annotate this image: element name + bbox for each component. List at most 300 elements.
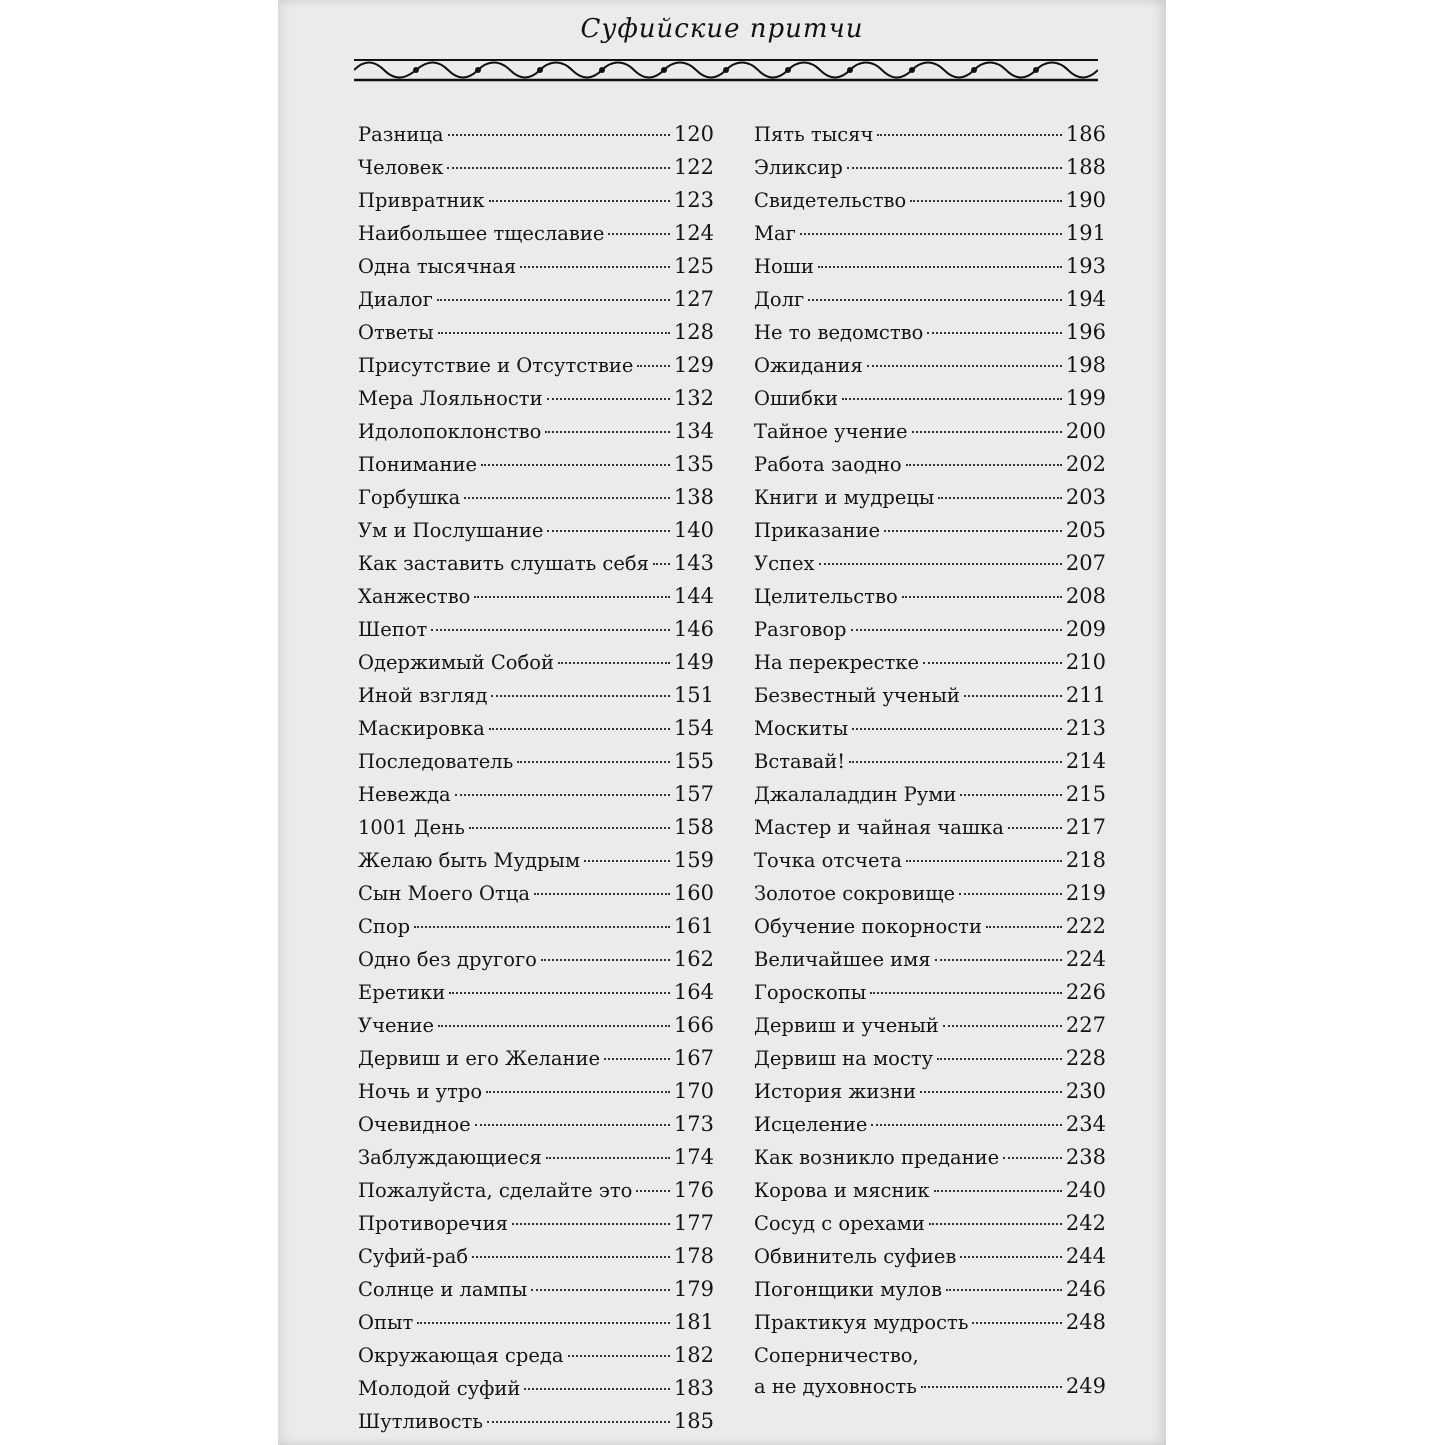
dot-leader <box>455 793 670 796</box>
toc-entry-title: Гороскопы <box>754 981 867 1004</box>
dot-leader <box>906 859 1062 862</box>
toc-entry-page-number: 167 <box>673 1046 714 1070</box>
dot-leader <box>800 232 1062 235</box>
toc-entry-page-number: 209 <box>1065 617 1106 641</box>
toc-entry-page-number: 207 <box>1065 551 1106 575</box>
toc-entry <box>754 712 1106 745</box>
toc-entry-multiline-first-line <box>754 1339 1106 1370</box>
toc-entry <box>358 580 714 613</box>
toc-entry <box>754 118 1106 151</box>
toc-entry <box>358 1042 714 1075</box>
toc-entry <box>358 1306 714 1339</box>
toc-entry-title: Маскировка <box>358 717 485 740</box>
toc-entry <box>358 943 714 976</box>
dot-leader <box>449 991 670 994</box>
toc-entry-page-number: 143 <box>673 551 714 575</box>
toc-entry <box>754 481 1106 514</box>
dot-leader <box>877 133 1062 136</box>
toc-entry-page-number: 128 <box>673 320 714 344</box>
toc-entry-page-number: 193 <box>1065 254 1106 278</box>
toc-entry <box>358 679 714 712</box>
toc-entry-title: Безвестный ученый <box>754 684 960 707</box>
toc-entry <box>358 712 714 745</box>
toc-entry <box>358 382 714 415</box>
toc-entry-title: Окружающая среда <box>358 1344 564 1367</box>
toc-entry-page-number: 222 <box>1065 914 1106 938</box>
toc-entry-title: Дервиш и ученый <box>754 1014 939 1037</box>
toc-entry-title: Погонщики мулов <box>754 1278 942 1301</box>
toc-entry-title: Очевидное <box>358 1113 471 1136</box>
dot-leader <box>1003 1156 1062 1159</box>
dot-leader <box>524 1387 669 1390</box>
toc-entry-page-number: 238 <box>1065 1145 1106 1169</box>
toc-entry <box>358 316 714 349</box>
dot-leader <box>847 166 1062 169</box>
toc-entry <box>358 877 714 910</box>
dot-leader <box>447 166 669 169</box>
dot-leader <box>486 1090 670 1093</box>
dot-leader <box>491 694 669 697</box>
toc-entry-title: Одержимый Собой <box>358 651 554 674</box>
toc-entry <box>358 349 714 382</box>
toc-entry-title: Суфий-раб <box>358 1245 469 1268</box>
toc-entry <box>754 646 1106 679</box>
toc-entry-title: На перекрестке <box>754 651 920 674</box>
toc-entry-title: Заблуждающиеся <box>358 1146 542 1169</box>
dot-leader <box>414 925 670 928</box>
toc-entry-page-number: 124 <box>673 221 714 245</box>
toc-entry-title: Дервиш на мосту <box>754 1047 934 1070</box>
dot-leader <box>902 595 1062 598</box>
toc-entry-title: Как заставить слушать себя <box>358 552 649 575</box>
dot-leader <box>489 727 670 730</box>
toc-entry-page-number: 160 <box>673 881 714 905</box>
dot-leader <box>959 892 1062 895</box>
toc-entry-page-number: 198 <box>1065 353 1106 377</box>
toc-entry <box>754 151 1106 184</box>
toc-entry <box>754 745 1106 778</box>
toc-entry-title: Свидетельство <box>754 189 907 212</box>
dot-leader <box>531 1288 670 1291</box>
toc-entry-page-number: 174 <box>673 1145 714 1169</box>
toc-entry-title: Спор <box>358 915 411 938</box>
toc-entry-title: Ханжество <box>358 585 471 608</box>
toc-entry <box>358 1108 714 1141</box>
toc-entry-title: Присутствие и Отсутствие <box>358 354 634 377</box>
toc-entry <box>754 316 1106 349</box>
dot-leader <box>946 1288 1062 1291</box>
toc-entry-title: Сосуд с орехами <box>754 1212 925 1235</box>
toc-entry <box>754 448 1106 481</box>
dot-leader <box>608 232 669 235</box>
toc-entry-page-number: 134 <box>673 419 714 443</box>
dot-leader <box>636 1189 670 1192</box>
toc-entry <box>358 250 714 283</box>
toc-entry-page-number: 214 <box>1065 749 1106 773</box>
dot-leader <box>819 562 1062 565</box>
toc-entry <box>358 184 714 217</box>
toc-entry <box>754 1240 1106 1273</box>
toc-entry-page-number: 248 <box>1065 1310 1106 1334</box>
toc-entry-page-number: 129 <box>673 353 714 377</box>
toc-entry <box>754 1009 1106 1042</box>
toc-entry-page-number: 157 <box>673 782 714 806</box>
toc-entry <box>358 415 714 448</box>
toc-entry-page-number: 202 <box>1065 452 1106 476</box>
toc-entry <box>358 778 714 811</box>
toc-entry-page-number: 208 <box>1065 584 1106 608</box>
toc-entry-title: Исцеление <box>754 1113 868 1136</box>
toc-entry-title: Золотое сокровище <box>754 882 955 905</box>
toc-entry-title: Опыт <box>358 1311 414 1334</box>
toc-entry-title: Джалаладдин Руми <box>754 783 957 806</box>
toc-entry-title: Противоречия <box>358 1212 508 1235</box>
toc-entry-page-number: 246 <box>1065 1277 1106 1301</box>
toc-entry <box>754 1141 1106 1174</box>
dot-leader <box>534 892 670 895</box>
dot-leader <box>960 793 1061 796</box>
dot-leader <box>923 661 1062 664</box>
dot-leader <box>475 1123 670 1126</box>
toc-entry-title: Сын Моего Отца <box>358 882 530 905</box>
dot-leader <box>637 364 669 367</box>
toc-entry-page-number: 194 <box>1065 287 1106 311</box>
dot-leader <box>481 463 670 466</box>
toc-entry <box>754 811 1106 844</box>
toc-entry-title: Мастер и чайная чашка <box>754 816 1004 839</box>
dot-leader <box>474 595 669 598</box>
dot-leader <box>920 1090 1062 1093</box>
toc-entry-title: Работа заодно <box>754 453 902 476</box>
toc-entry-page-number: 132 <box>673 386 714 410</box>
toc-entry <box>754 1306 1106 1339</box>
toc-entry-title: Последователь <box>358 750 514 773</box>
dot-leader <box>653 562 670 565</box>
dot-leader <box>438 331 670 334</box>
toc-entry-page-number: 205 <box>1065 518 1106 542</box>
toc-entry-title: Приказание <box>754 519 881 542</box>
toc-entry-title: Человек <box>358 156 444 179</box>
toc-entry-page-number: 249 <box>1065 1374 1106 1398</box>
dot-leader <box>851 628 1062 631</box>
toc-entry-page-number: 191 <box>1065 221 1106 245</box>
toc-entry-title: Обвинитель суфиев <box>754 1245 957 1268</box>
toc-entry <box>754 613 1106 646</box>
toc-entry-title: Тайное учение <box>754 420 908 443</box>
dot-leader <box>870 991 1062 994</box>
toc-entry-title: Диалог <box>358 288 433 311</box>
toc-entry-page-number: 155 <box>673 749 714 773</box>
toc-entry-page-number: 186 <box>1065 122 1106 146</box>
dot-leader <box>541 958 670 961</box>
toc-entry <box>754 349 1106 382</box>
toc-entry-page-number: 162 <box>673 947 714 971</box>
toc-entry-title: Разговор <box>754 618 847 641</box>
toc-entry-page-number: 177 <box>673 1211 714 1235</box>
dot-leader <box>867 364 1062 367</box>
dot-leader <box>604 1057 670 1060</box>
dot-leader <box>487 1420 670 1423</box>
toc-entry-title: Учение <box>358 1014 435 1037</box>
toc-entry-page-number: 200 <box>1065 419 1106 443</box>
dot-leader <box>929 1222 1062 1225</box>
dot-leader <box>546 1156 670 1159</box>
toc-entry-page-number: 170 <box>673 1079 714 1103</box>
toc-entry-title: Мера Лояльности <box>358 387 543 410</box>
toc-entry-page-number: 159 <box>673 848 714 872</box>
toc-entry <box>754 283 1106 316</box>
dot-leader <box>934 1189 1062 1192</box>
toc-entry <box>754 679 1106 712</box>
toc-entry <box>358 217 714 250</box>
toc-entry-title: Дервиш и его Желание <box>358 1047 601 1070</box>
toc-entry-page-number: 146 <box>673 617 714 641</box>
toc-entry-page-number: 215 <box>1065 782 1106 806</box>
toc-entry <box>754 1174 1106 1207</box>
toc-entry <box>358 976 714 1009</box>
toc-entry-page-number: 135 <box>673 452 714 476</box>
dot-leader <box>964 694 1062 697</box>
toc-entry-title: Шутливость <box>358 1410 483 1433</box>
toc-entry-title: Не то ведомство <box>754 321 924 344</box>
toc-entry-title: Иной взгляд <box>358 684 488 707</box>
toc-entry-title: Долг <box>754 288 805 311</box>
toc-entry-title: Пожалуйста, сделайте это <box>358 1179 633 1202</box>
toc-entry <box>358 1141 714 1174</box>
toc-entry-title: Разница <box>358 123 444 146</box>
toc-entry-title: Солнце и лампы <box>358 1278 528 1301</box>
toc-entry-page-number: 211 <box>1065 683 1106 707</box>
toc-entry <box>754 1207 1106 1240</box>
toc-entry-page-number: 199 <box>1065 386 1106 410</box>
dot-leader <box>1008 826 1062 829</box>
dot-leader <box>935 958 1062 961</box>
toc-entry-title: Ожидания <box>754 354 863 377</box>
dot-leader <box>472 1255 670 1258</box>
dot-leader <box>437 298 670 301</box>
toc-entry-page-number: 217 <box>1065 815 1106 839</box>
dot-leader <box>937 1057 1062 1060</box>
dot-leader <box>972 1321 1061 1324</box>
toc-left-column <box>358 118 714 1438</box>
toc-entry-page-number: 244 <box>1065 1244 1106 1268</box>
toc-entry-title: Успех <box>754 552 815 575</box>
toc-entry-title: Идолопоклонство <box>358 420 542 443</box>
dot-leader <box>431 628 670 631</box>
toc-entry <box>358 1405 714 1438</box>
toc-entry <box>754 1075 1106 1108</box>
dot-leader <box>986 925 1062 928</box>
toc-entry-title: Одно без другого <box>358 948 537 971</box>
dot-leader <box>568 1354 670 1357</box>
toc-entry-page-number: 196 <box>1065 320 1106 344</box>
dot-leader <box>938 496 1061 499</box>
toc-entry <box>754 1042 1106 1075</box>
toc-entry-page-number: 240 <box>1065 1178 1106 1202</box>
dot-leader <box>547 397 670 400</box>
toc-entry-multiline-second-line <box>754 1370 1106 1403</box>
dot-leader <box>927 331 1062 334</box>
toc-entry-title: Целительство <box>754 585 898 608</box>
toc-entry-title: Привратник <box>358 189 485 212</box>
toc-entry-title: Ночь и утро <box>358 1080 483 1103</box>
toc-entry <box>754 217 1106 250</box>
toc-entry-title: Соперничество, <box>754 1344 919 1367</box>
toc-entry <box>754 547 1106 580</box>
toc-entry <box>754 1273 1106 1306</box>
toc-entry-page-number: 140 <box>673 518 714 542</box>
toc-entry <box>754 250 1106 283</box>
toc-entry <box>754 943 1106 976</box>
toc-entry-title: Обучение покорности <box>754 915 982 938</box>
toc-entry-page-number: 179 <box>673 1277 714 1301</box>
toc-entry-title: Величайшее имя <box>754 948 931 971</box>
toc-entry-title: Горбушка <box>358 486 461 509</box>
toc-entry-title: Маг <box>754 222 796 245</box>
toc-entry-title: Как возникло предание <box>754 1146 1000 1169</box>
toc-entry-title: Ответы <box>358 321 434 344</box>
toc-entry <box>754 1108 1106 1141</box>
toc-entry <box>358 514 714 547</box>
toc-entry-title: Корова и мясник <box>754 1179 930 1202</box>
toc-entry <box>754 877 1106 910</box>
toc-entry-page-number: 219 <box>1065 881 1106 905</box>
toc-entry-page-number: 213 <box>1065 716 1106 740</box>
toc-entry-page-number: 127 <box>673 287 714 311</box>
toc-entry <box>754 184 1106 217</box>
toc-entry <box>754 844 1106 877</box>
toc-entry-title: Вставай! <box>754 750 846 773</box>
toc-entry-page-number: 218 <box>1065 848 1106 872</box>
toc-entry-page-number: 138 <box>673 485 714 509</box>
toc-entry <box>358 1009 714 1042</box>
toc-entry-title: Одна тысячная <box>358 255 517 278</box>
toc-entry <box>358 910 714 943</box>
toc-entry-page-number: 161 <box>673 914 714 938</box>
toc-entry <box>358 1240 714 1273</box>
toc-entry <box>358 1339 714 1372</box>
toc-entry <box>754 415 1106 448</box>
toc-entry <box>358 1075 714 1108</box>
toc-entry <box>358 283 714 316</box>
toc-entry-title: Москиты <box>754 717 849 740</box>
toc-entry <box>358 151 714 184</box>
toc-entry-title: Ноши <box>754 255 814 278</box>
toc-entry-page-number: 144 <box>673 584 714 608</box>
toc-entry-page-number: 158 <box>673 815 714 839</box>
toc-entry <box>358 646 714 679</box>
toc-entry-title: Понимание <box>358 453 478 476</box>
toc-entry-title: Ошибки <box>754 387 839 410</box>
dot-leader <box>545 430 670 433</box>
dot-leader <box>520 265 670 268</box>
toc-entry <box>358 745 714 778</box>
toc-entry-title: История жизни <box>754 1080 916 1103</box>
toc-entry-page-number: 154 <box>673 716 714 740</box>
toc-entry <box>358 118 714 151</box>
toc-entry-title: Практикуя мудрость <box>754 1311 969 1334</box>
dot-leader <box>842 397 1062 400</box>
book-page <box>278 0 1166 1445</box>
dot-leader <box>943 1024 1062 1027</box>
toc-entry-title: Молодой суфий <box>358 1377 521 1400</box>
toc-entry-title: 1001 День <box>358 816 465 839</box>
toc-entry <box>358 844 714 877</box>
toc-entry-page-number: 173 <box>673 1112 714 1136</box>
dot-leader <box>512 1222 670 1225</box>
toc-entry-page-number: 120 <box>673 122 714 146</box>
toc-entry <box>358 613 714 646</box>
toc-right-column <box>754 118 1106 1403</box>
toc-entry-page-number: 185 <box>673 1409 714 1433</box>
dot-leader <box>517 760 670 763</box>
dot-leader <box>448 133 670 136</box>
toc-entry-page-number: 228 <box>1065 1046 1106 1070</box>
dot-leader <box>871 1123 1061 1126</box>
toc-entry-title: Точка отсчета <box>754 849 902 872</box>
toc-entry <box>358 1273 714 1306</box>
dot-leader <box>818 265 1062 268</box>
toc-entry-page-number: 230 <box>1065 1079 1106 1103</box>
toc-entry <box>754 580 1106 613</box>
toc-entry-page-number: 151 <box>673 683 714 707</box>
dot-leader <box>852 727 1062 730</box>
dot-leader <box>921 1385 1062 1388</box>
dot-leader <box>547 529 669 532</box>
dot-leader <box>906 463 1062 466</box>
toc-entry <box>754 976 1106 1009</box>
toc-entry <box>754 910 1106 943</box>
toc-entry-title: Желаю быть Мудрым <box>358 849 581 872</box>
running-header: Суфийские притчи <box>580 14 864 44</box>
toc-entry-page-number: 188 <box>1065 155 1106 179</box>
toc-entry-page-number: 176 <box>673 1178 714 1202</box>
toc-entry-title: Книги и мудрецы <box>754 486 935 509</box>
dot-leader <box>464 496 670 499</box>
dot-leader <box>884 529 1062 532</box>
toc-entry-title: Наибольшее тщеславие <box>358 222 605 245</box>
toc-entry-page-number: 203 <box>1065 485 1106 509</box>
toc-entry-title: а не духовность <box>754 1375 917 1398</box>
toc-entry-page-number: 224 <box>1065 947 1106 971</box>
toc-entry-page-number: 181 <box>673 1310 714 1334</box>
dot-leader <box>849 760 1062 763</box>
dot-leader <box>960 1255 1062 1258</box>
toc-entry-page-number: 166 <box>673 1013 714 1037</box>
toc-entry <box>358 481 714 514</box>
dot-leader <box>558 661 670 664</box>
toc-entry-page-number: 149 <box>673 650 714 674</box>
toc-entry-page-number: 123 <box>673 188 714 212</box>
dot-leader <box>808 298 1062 301</box>
toc-entry-title: Пять тысяч <box>754 123 874 146</box>
toc-entry <box>358 1174 714 1207</box>
toc-entry-page-number: 125 <box>673 254 714 278</box>
dot-leader <box>438 1024 670 1027</box>
toc-entry <box>358 547 714 580</box>
toc-entry <box>358 1372 714 1405</box>
toc-entry-title: Эликсир <box>754 156 843 179</box>
toc-entry <box>358 448 714 481</box>
dot-leader <box>584 859 670 862</box>
toc-entry-page-number: 227 <box>1065 1013 1106 1037</box>
toc-entry-title: Шепот <box>358 618 428 641</box>
toc-entry <box>358 811 714 844</box>
toc-entry-page-number: 210 <box>1065 650 1106 674</box>
dot-leader <box>469 826 670 829</box>
toc-entry <box>754 382 1106 415</box>
toc-entry-page-number: 234 <box>1065 1112 1106 1136</box>
